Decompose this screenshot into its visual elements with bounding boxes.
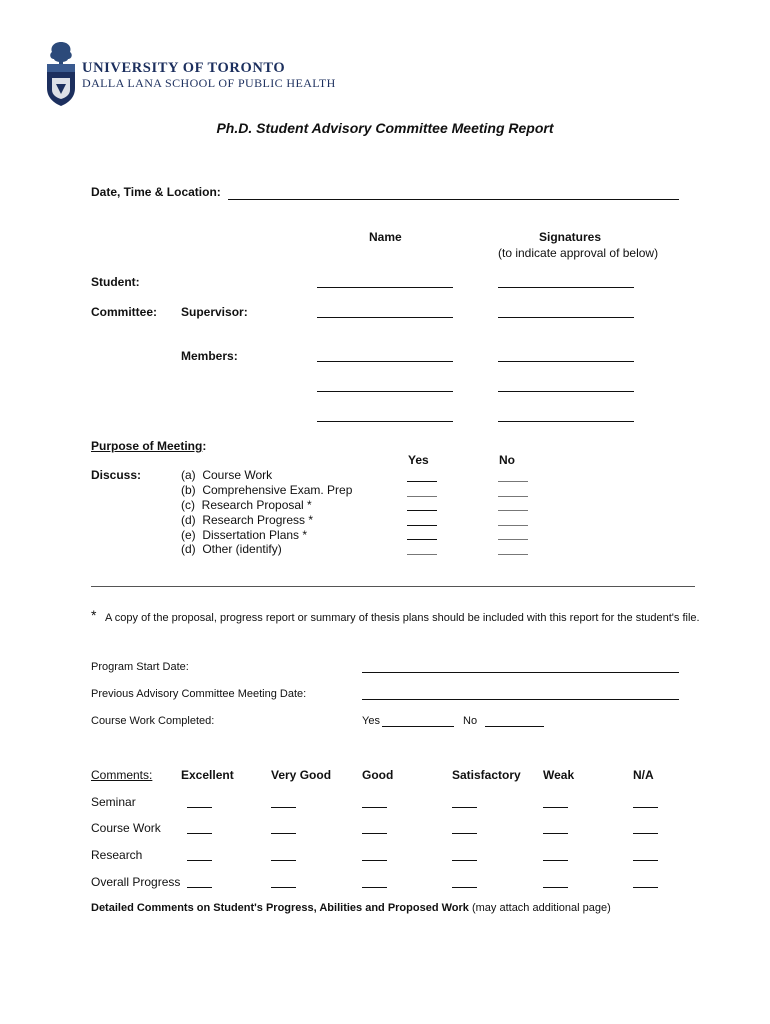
footnote-star: * (91, 607, 97, 623)
supervisor-signature-field[interactable] (498, 317, 634, 318)
rating-blank[interactable] (633, 833, 658, 834)
no-blank-a[interactable] (498, 481, 528, 482)
yes-blank-b[interactable] (407, 496, 437, 497)
rating-header-na: N/A (633, 768, 654, 782)
discuss-item-e: (e) Dissertation Plans * (181, 528, 308, 542)
rating-blank[interactable] (187, 860, 212, 861)
yes-blank-e[interactable] (407, 539, 437, 540)
rating-header-good: Good (362, 768, 394, 782)
course-work-yes-label: Yes (362, 715, 380, 727)
course-work-completed-label: Course Work Completed: (91, 715, 215, 727)
comments-label: Comments: (91, 768, 153, 782)
rating-header-excellent: Excellent (181, 768, 234, 782)
purpose-heading (91, 439, 206, 453)
rating-blank[interactable] (452, 833, 477, 834)
signatures-note: (to indicate approval of below) (498, 246, 659, 260)
discuss-item-b: (b) Comprehensive Exam. Prep (181, 483, 353, 497)
rating-blank[interactable] (362, 807, 387, 808)
rating-blank[interactable] (543, 833, 568, 834)
yes-blank-a[interactable] (407, 481, 437, 482)
member-1-signature-field[interactable] (498, 361, 634, 362)
no-blank-d[interactable] (498, 525, 528, 526)
school-name: DALLA LANA SCHOOL OF PUBLIC HEALTH (82, 76, 336, 90)
rating-row-course-work: Course Work (91, 821, 161, 835)
footnote-text: A copy of the proposal, progress report or summary of thesis plans should be included with this report for the student's file. (105, 612, 700, 624)
rating-blank[interactable] (362, 860, 387, 861)
rating-blank[interactable] (187, 833, 212, 834)
rating-header-very-good: Very Good (271, 768, 332, 782)
discuss-item-c: (c) Research Proposal * (181, 498, 312, 512)
student-label: Student: (91, 275, 140, 289)
rating-blank[interactable] (187, 887, 212, 888)
yes-blank-d[interactable] (407, 525, 437, 526)
yes-blank-c[interactable] (407, 510, 437, 511)
member-2-name-field[interactable] (317, 391, 453, 392)
rating-blank[interactable] (271, 887, 296, 888)
student-signature-field[interactable] (498, 287, 634, 288)
program-start-label: Program Start Date: (91, 661, 189, 673)
discuss-item-other: (d) Other (identify) (181, 542, 282, 556)
rating-blank[interactable] (543, 887, 568, 888)
course-work-no-label: No (463, 715, 478, 727)
rating-blank[interactable] (271, 833, 296, 834)
rating-blank[interactable] (633, 860, 658, 861)
page-title: Ph.D. Student Advisory Committee Meeting Report (216, 120, 554, 136)
member-2-signature-field[interactable] (498, 391, 634, 392)
rating-blank[interactable] (362, 887, 387, 888)
program-start-field[interactable] (362, 672, 679, 673)
purpose-colon: : (202, 439, 207, 453)
rating-row-seminar: Seminar (91, 795, 136, 809)
detailed-comments-bold: Detailed Comments on Student's Progress, Abilities and Proposed Work (91, 902, 469, 914)
rating-row-overall-progress: Overall Progress (91, 875, 181, 889)
supervisor-name-field[interactable] (317, 317, 453, 318)
discuss-item-d: (d) Research Progress * (181, 513, 314, 527)
university-name: UNIVERSITY OF TORONTO (82, 60, 286, 76)
course-work-no-field[interactable] (485, 726, 544, 727)
rating-blank[interactable] (543, 860, 568, 861)
member-3-name-field[interactable] (317, 421, 453, 422)
detailed-comments-heading (91, 902, 611, 914)
university-crest (44, 40, 78, 108)
date-time-location-field[interactable] (228, 199, 679, 200)
committee-label: Committee: (91, 305, 158, 319)
discuss-label: Discuss: (91, 468, 142, 482)
member-3-signature-field[interactable] (498, 421, 634, 422)
rating-blank[interactable] (452, 807, 477, 808)
student-name-field[interactable] (317, 287, 453, 288)
no-blank-b[interactable] (498, 496, 528, 497)
rating-blank[interactable] (633, 887, 658, 888)
rating-blank[interactable] (543, 807, 568, 808)
no-blank-e[interactable] (498, 539, 528, 540)
date-time-location-label: Date, Time & Location: (91, 185, 221, 199)
discuss-item-a: (a) Course Work (181, 468, 273, 482)
rating-blank[interactable] (362, 833, 387, 834)
rating-row-research: Research (91, 848, 143, 862)
rating-blank[interactable] (271, 807, 296, 808)
rating-blank[interactable] (271, 860, 296, 861)
previous-meeting-field[interactable] (362, 699, 679, 700)
rating-blank[interactable] (633, 807, 658, 808)
rating-blank[interactable] (187, 807, 212, 808)
previous-meeting-label: Previous Advisory Committee Meeting Date: (91, 688, 307, 700)
rating-header-satisfactory: Satisfactory (452, 768, 521, 782)
signatures-column-header: Signatures (539, 230, 602, 244)
purpose-label: Purpose of Meeting (91, 439, 203, 453)
no-blank-c[interactable] (498, 510, 528, 511)
no-blank-other[interactable] (498, 554, 528, 555)
other-identify-line[interactable] (91, 586, 695, 587)
yes-column-header: Yes (408, 453, 429, 467)
yes-blank-other[interactable] (407, 554, 437, 555)
no-column-header: No (499, 453, 515, 467)
members-label: Members: (181, 349, 238, 363)
course-work-yes-field[interactable] (382, 726, 454, 727)
rating-blank[interactable] (452, 887, 477, 888)
member-1-name-field[interactable] (317, 361, 453, 362)
detailed-comments-note: (may attach additional page) (468, 902, 611, 914)
supervisor-label: Supervisor: (181, 305, 248, 319)
rating-header-weak: Weak (543, 768, 575, 782)
rating-blank[interactable] (452, 860, 477, 861)
name-column-header: Name (369, 230, 402, 244)
